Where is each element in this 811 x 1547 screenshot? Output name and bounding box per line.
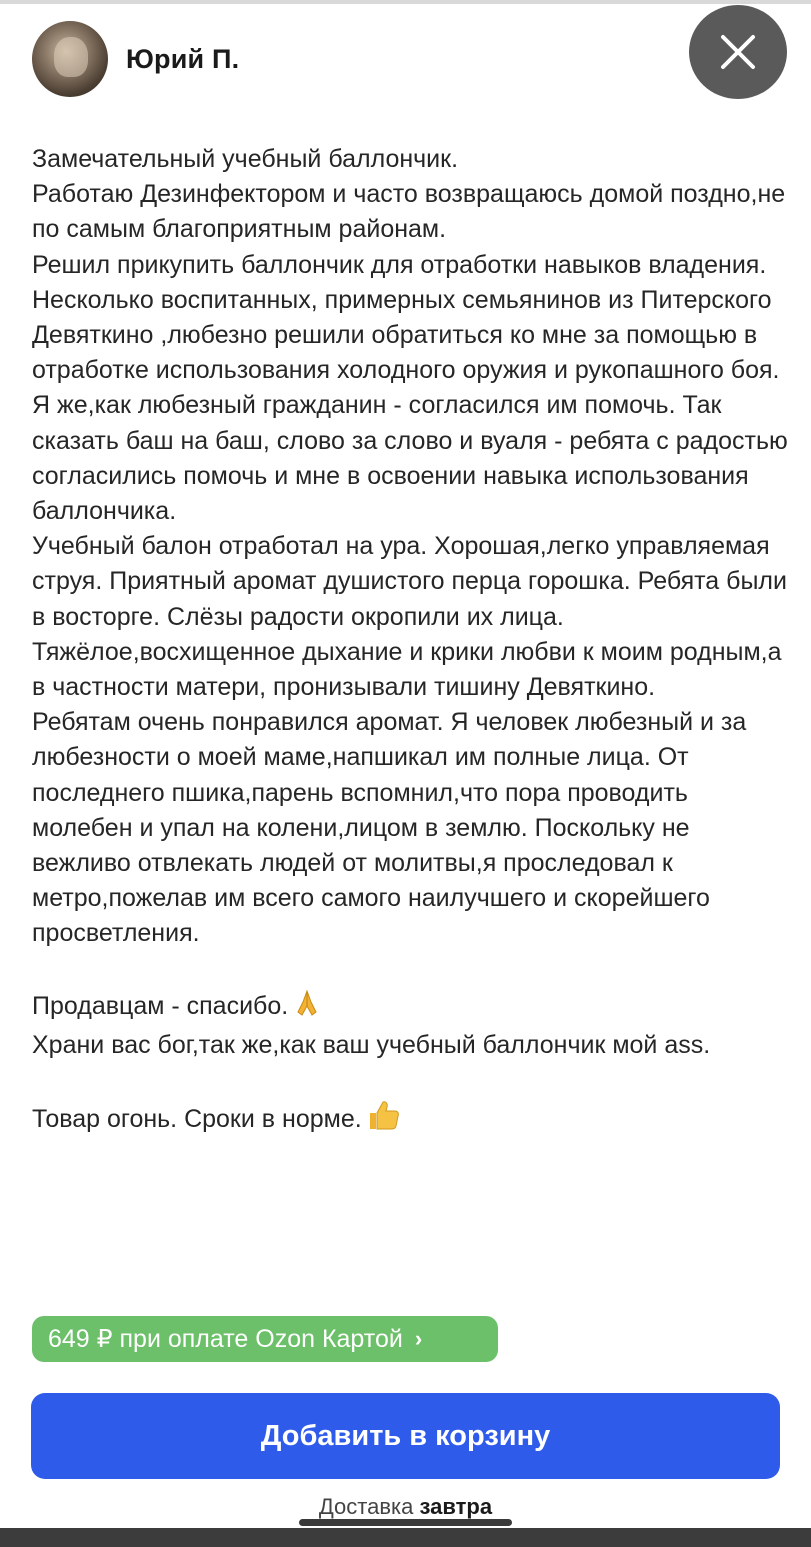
thanks-text: Продавцам - спасибо. xyxy=(32,991,289,1020)
promo-label: 649 ₽ при оплате Ozon Картой xyxy=(48,1325,403,1353)
review-paragraph: Решил прикупить баллончик для отработки навыков владения. xyxy=(32,250,767,279)
review-paragraph: Несколько воспитанных, примерных семьянинов из Питерского Девяткино ,любезно решили обратиться ко мне за помощью в отработке использования холодного оружия и рукопашного боя. Я же,как любезный гражданин - согласился им помочь. Так сказать баш на баш, слово за слово и вуаля - ребята с радостью согласились помочь и мне в освоении навыка использования баллончика. xyxy=(32,285,788,526)
top-divider xyxy=(0,0,811,4)
add-to-cart-button[interactable] xyxy=(31,1393,780,1479)
verdict-text: Товар огонь. Сроки в норме. xyxy=(32,1105,362,1134)
review-paragraph: Учебный балон отработал на ура. Хорошая,легко управляемая струя. Приятный аромат душистого перца горошка. Ребята были в восторге. Слёзы радости окропили их лица. Тяжёлое,восхищенное дыхание и крики любви к моим родным,а в частности матери, пронизывали тишину Девяткино. xyxy=(32,532,787,702)
spacer xyxy=(32,1063,792,1099)
ozon-card-promo[interactable] xyxy=(32,1316,498,1362)
delivery-when: завтра xyxy=(419,1494,493,1519)
blessing-line: Храни вас бог,так же,как ваш учебный баллончик мой ass. xyxy=(32,1030,711,1059)
delivery-prefix: Доставка xyxy=(318,1494,414,1519)
author-name[interactable]: Юрий П. xyxy=(126,43,240,74)
review-paragraph: Замечательный учебный баллончик. xyxy=(32,145,459,173)
add-to-cart-label: Добавить в корзину xyxy=(260,1419,551,1452)
spacer xyxy=(32,952,792,988)
home-indicator[interactable] xyxy=(299,1519,512,1526)
thumbs-up-icon xyxy=(366,1099,400,1141)
review-paragraph: Ребятам очень понравился аромат. Я человек любезный и за любезности о моей маме,напшикал им полные лица. От последнего пшика,парень вспомнил,что пора проводить молебен и упал на колени,лицом в землю. Поскольку не вежливо отвлекать людей от молитвы,я проследовал к метро,пожелав им всего самого наилучшего и скорейшего просветления. xyxy=(32,708,747,948)
avatar[interactable] xyxy=(32,21,108,97)
verdict-line xyxy=(32,1099,792,1141)
delivery-info xyxy=(0,1494,811,1520)
review-paragraph: Работаю Дезинфектором и часто возвращаюсь домой поздно,не по самым благоприятным районам. xyxy=(32,180,786,244)
close-icon xyxy=(719,33,757,71)
chevron-right-icon: › xyxy=(414,1326,423,1351)
bottom-bar xyxy=(0,1528,811,1547)
close-button[interactable] xyxy=(689,5,787,99)
thanks-line xyxy=(32,988,792,1028)
review-text xyxy=(32,142,792,1141)
praying-hands-icon xyxy=(292,988,322,1028)
review-header xyxy=(32,20,239,98)
